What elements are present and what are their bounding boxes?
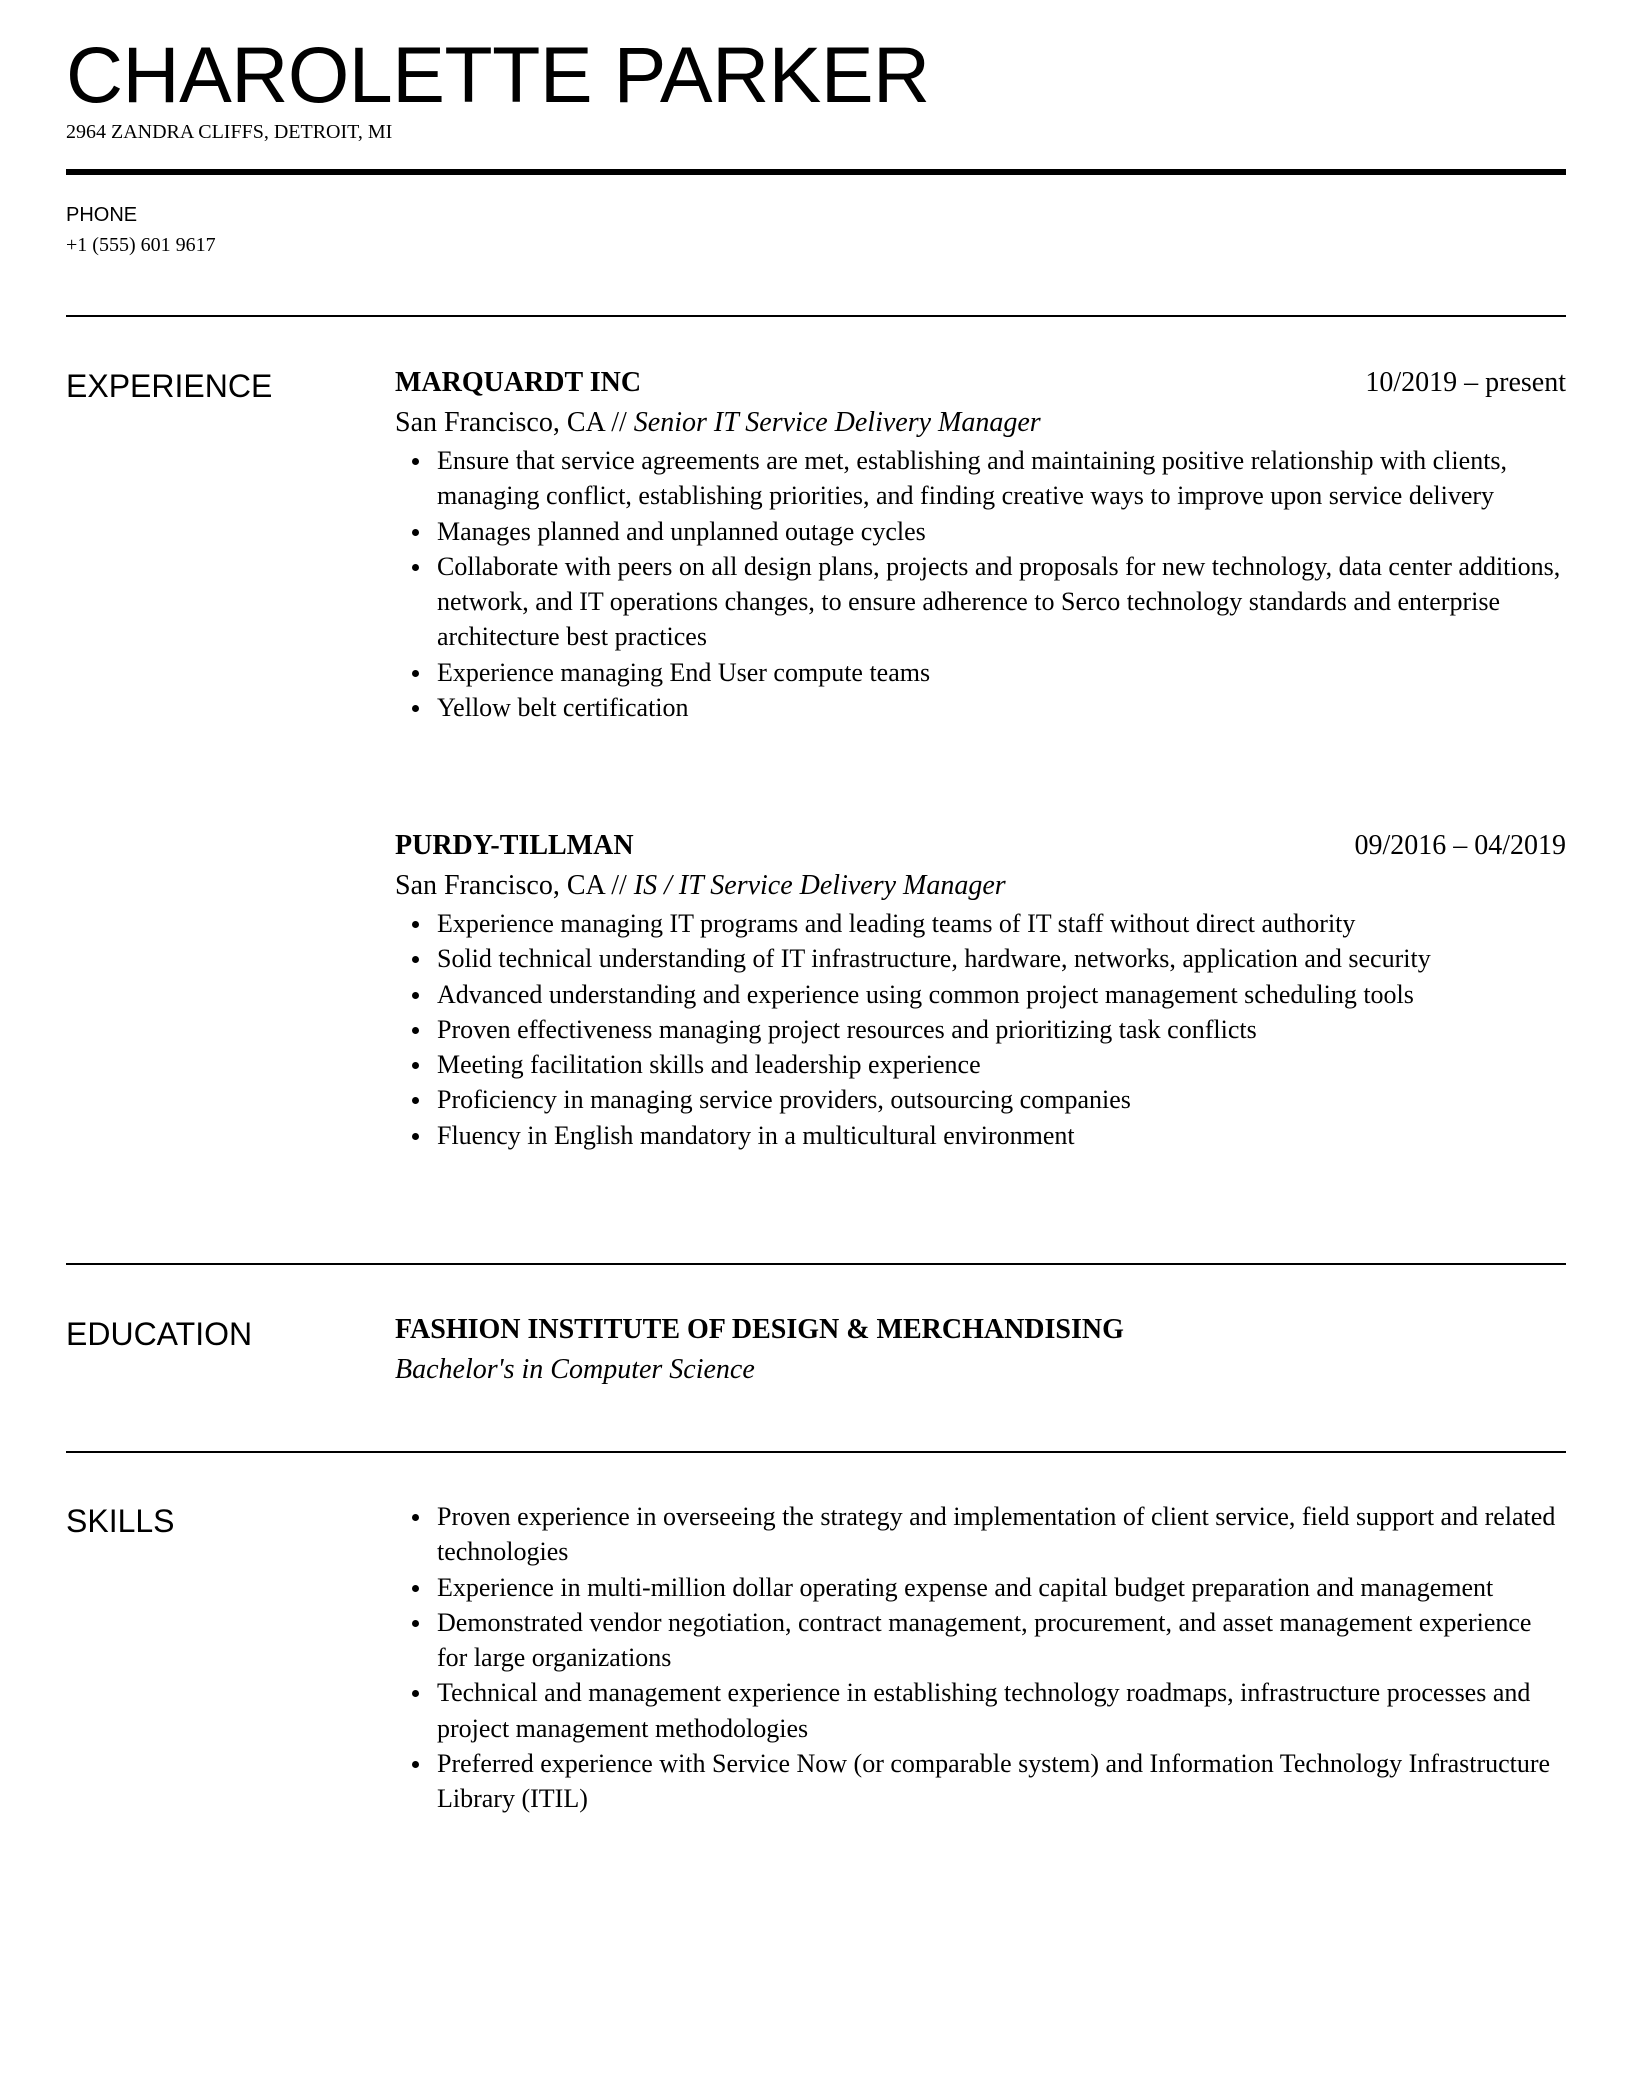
list-item: Advanced understanding and experience using common project management scheduling tools <box>395 977 1566 1012</box>
skills-list <box>395 1499 1566 1817</box>
list-item: Collaborate with peers on all design plans, projects and proposals for new technology, data center additions, network, and IT operations changes, to ensure adherence to Serco technology standards and enterprise architecture best practices <box>395 549 1566 655</box>
phone-label: PHONE <box>66 204 138 226</box>
list-item: Ensure that service agreements are met, establishing and maintaining positive relationship with clients, managing conflict, establishing priorities, and finding creative ways to improve upon service delivery <box>395 443 1566 514</box>
skills-heading: SKILLS <box>66 1503 175 1539</box>
job-location: San Francisco, CA <box>395 870 605 901</box>
section-divider <box>66 1263 1566 1265</box>
list-item: Solid technical understanding of IT infrastructure, hardware, networks, application and security <box>395 941 1566 976</box>
education-school: FASHION INSTITUTE OF DESIGN & MERCHANDISING <box>395 1314 1124 1345</box>
candidate-address: 2964 ZANDRA CLIFFS, DETROIT, MI <box>66 121 393 143</box>
list-item: Demonstrated vendor negotiation, contract management, procurement, and asset management experience for large organizations <box>395 1605 1566 1676</box>
education-entry <box>395 1310 1566 1390</box>
header-divider <box>66 169 1566 175</box>
job-entry <box>395 363 1566 725</box>
candidate-name: CHAROLETTE PARKER <box>66 30 930 119</box>
job-dates: 09/2016 – 04/2019 <box>1354 830 1566 861</box>
job-location-role <box>395 866 1566 906</box>
education-degree: Bachelor's in Computer Science <box>395 1354 755 1385</box>
education-heading: EDUCATION <box>66 1316 253 1352</box>
job-location-role <box>395 403 1566 443</box>
job-separator: // <box>604 407 634 438</box>
list-item: Technical and management experience in establishing technology roadmaps, infrastructure processes and project management methodologies <box>395 1675 1566 1746</box>
job-role: Senior IT Service Delivery Manager <box>633 407 1041 438</box>
job-bullets <box>395 906 1566 1153</box>
list-item: Proven effectiveness managing project resources and prioritizing task conflicts <box>395 1012 1566 1047</box>
job-role: IS / IT Service Delivery Manager <box>633 870 1006 901</box>
list-item: Meeting facilitation skills and leadership experience <box>395 1047 1566 1082</box>
job-entry <box>395 826 1566 1153</box>
job-separator: // <box>604 870 634 901</box>
list-item: Proficiency in managing service providers, outsourcing companies <box>395 1082 1566 1117</box>
section-divider <box>66 315 1566 317</box>
list-item: Yellow belt certification <box>395 690 1566 725</box>
experience-heading: EXPERIENCE <box>66 368 273 404</box>
job-header <box>395 826 1566 866</box>
list-item: Manages planned and unplanned outage cycles <box>395 514 1566 549</box>
job-bullets <box>395 443 1566 725</box>
job-company: MARQUARDT INC <box>395 367 642 398</box>
list-item: Preferred experience with Service Now (or comparable system) and Information Technology Infrastructure Library (ITIL) <box>395 1746 1566 1817</box>
list-item: Experience managing IT programs and leading teams of IT staff without direct authority <box>395 906 1566 941</box>
phone-number: +1 (555) 601 9617 <box>66 234 216 256</box>
section-divider <box>66 1451 1566 1453</box>
job-location: San Francisco, CA <box>395 407 605 438</box>
job-dates: 10/2019 – present <box>1365 367 1566 398</box>
job-header <box>395 363 1566 403</box>
job-company: PURDY-TILLMAN <box>395 830 634 861</box>
list-item: Experience managing End User compute teams <box>395 655 1566 690</box>
skills-entry <box>395 1499 1566 1817</box>
list-item: Proven experience in overseeing the strategy and implementation of client service, field support and related technologies <box>395 1499 1566 1570</box>
list-item: Fluency in English mandatory in a multicultural environment <box>395 1118 1566 1153</box>
list-item: Experience in multi-million dollar operating expense and capital budget preparation and management <box>395 1570 1566 1605</box>
